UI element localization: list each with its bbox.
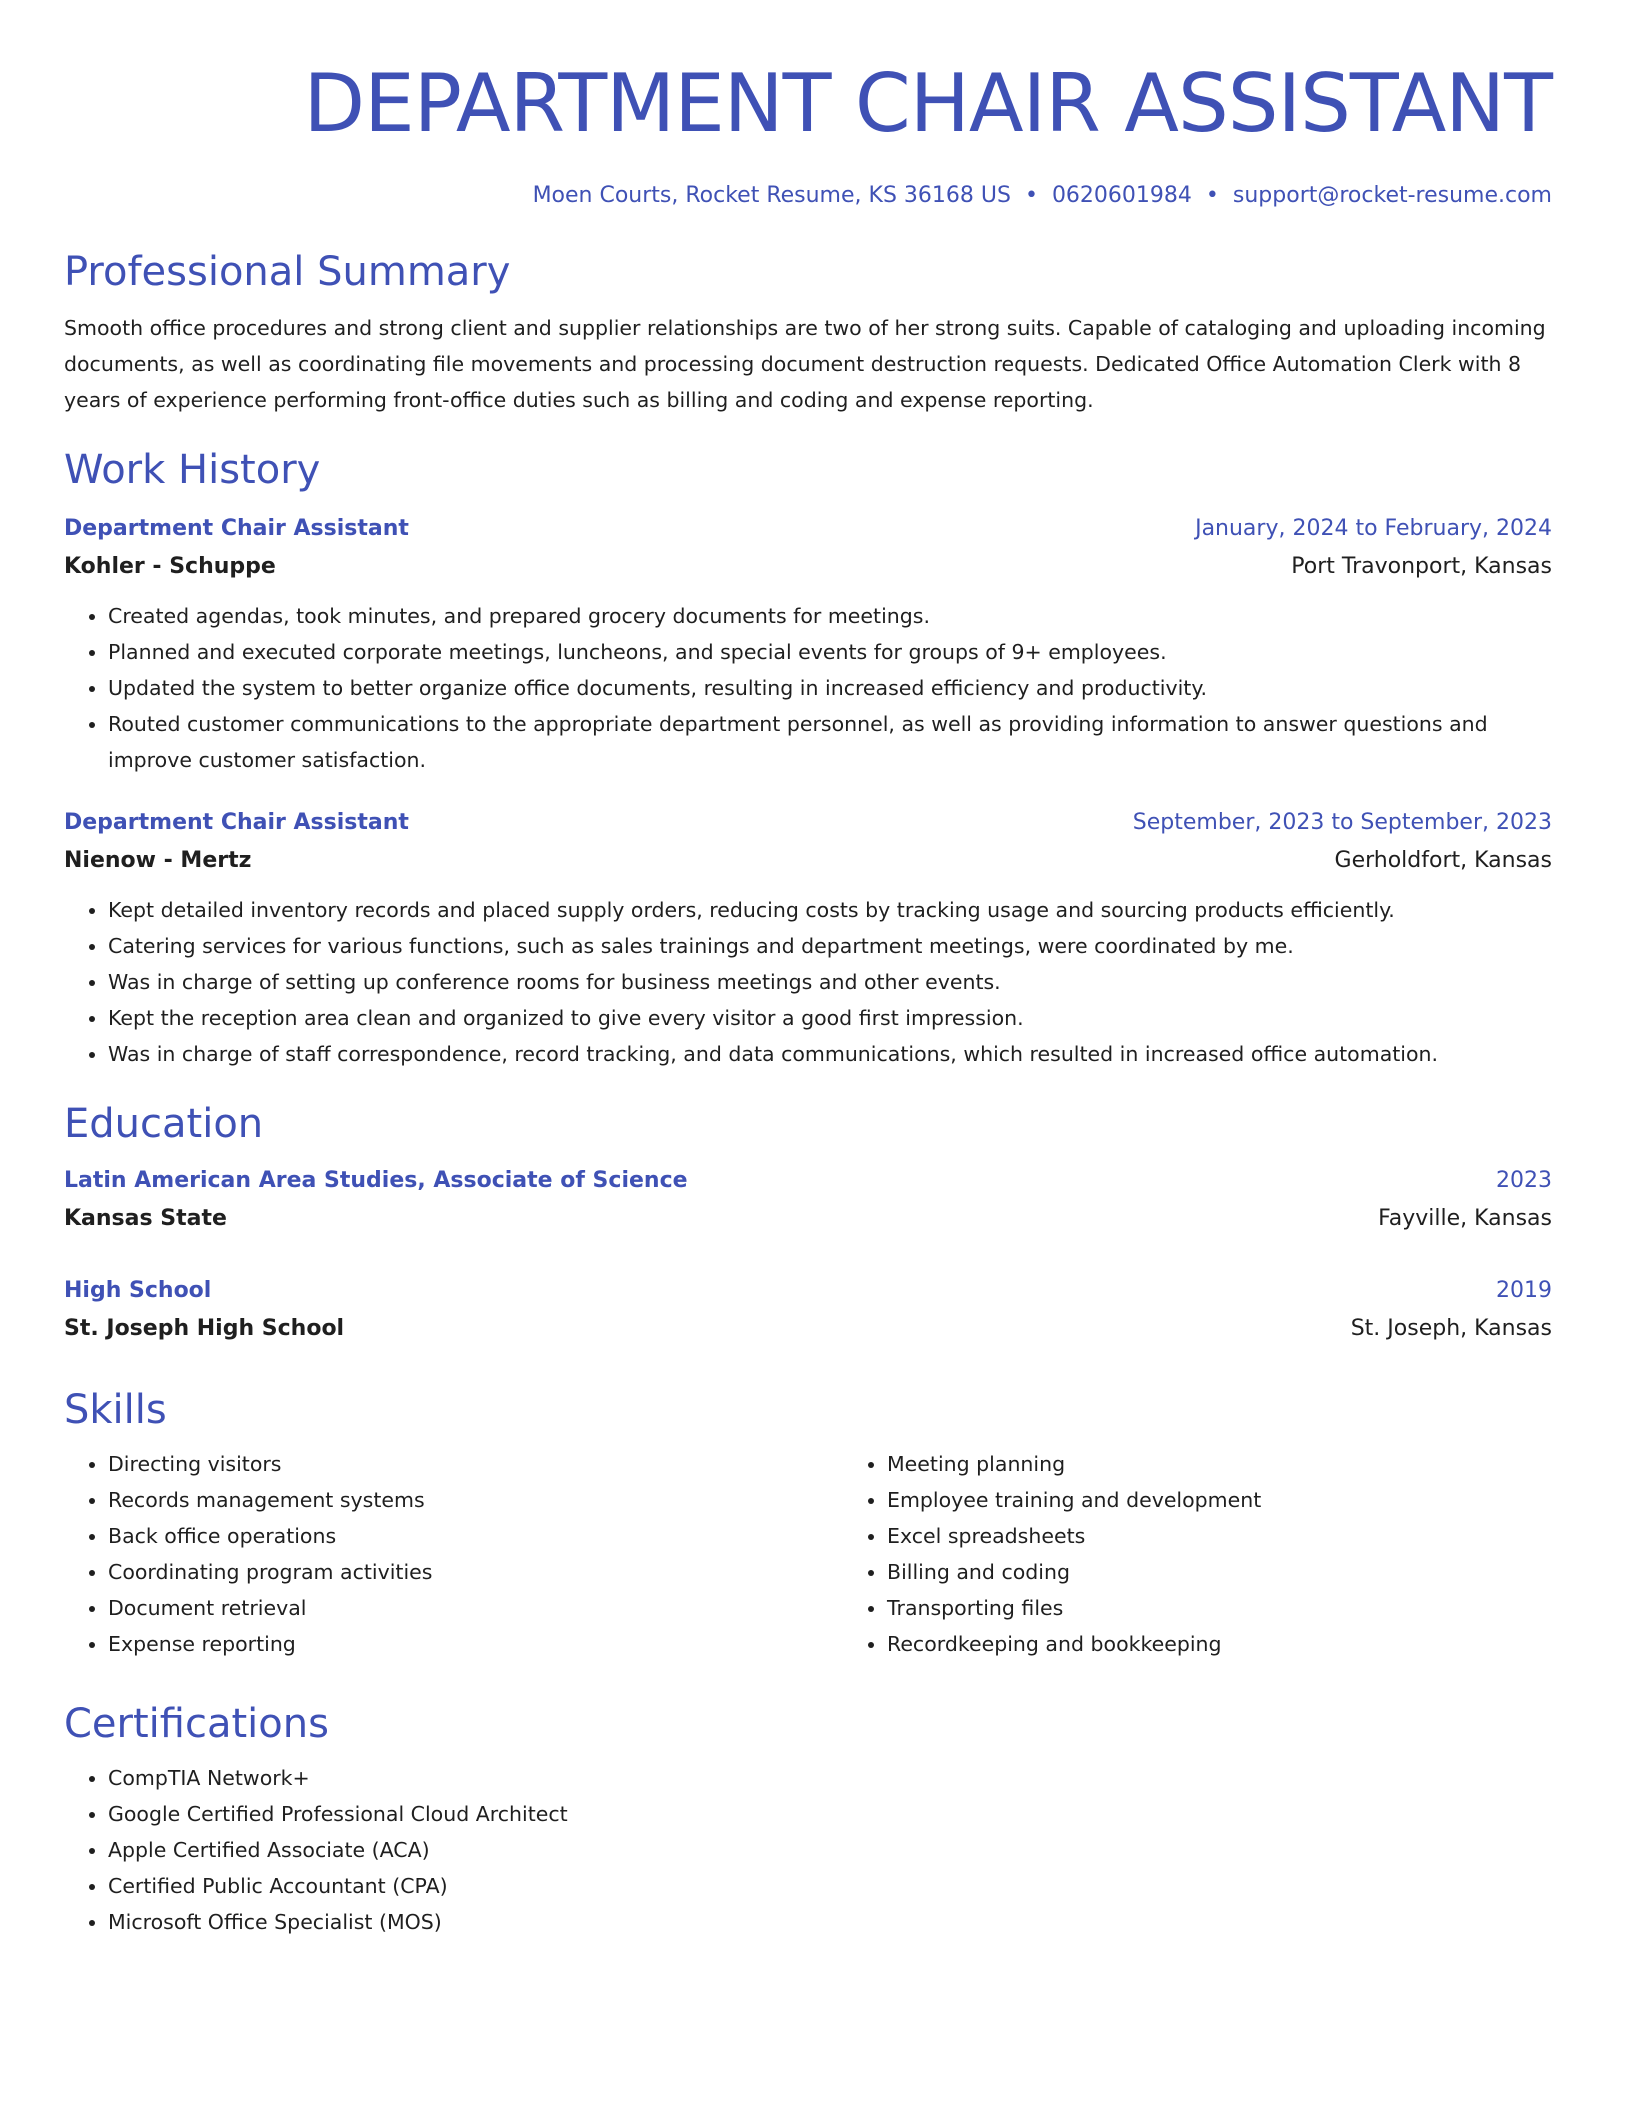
job-location: Port Travonport, Kansas	[1291, 554, 1552, 579]
summary-section	[64, 248, 1552, 418]
education-school-row	[64, 1310, 1552, 1348]
job-bullet: • Catering services for various functions, such as sales trainings and department meetings, were coordinated by me.	[108, 928, 1552, 964]
contact-line	[64, 182, 1552, 210]
job-company-row	[64, 842, 1552, 880]
contact-address: Moen Courts, Rocket Resume, KS 36168 US	[532, 183, 1011, 208]
skill-item: • Back office operations	[108, 1518, 843, 1554]
certification-item: • Apple Certified Associate (ACA)	[108, 1832, 1552, 1868]
education-header-row	[64, 1272, 1552, 1310]
skill-item: • Excel spreadsheets	[887, 1518, 1622, 1554]
certifications-section	[64, 1700, 1552, 1940]
job-bullet: • Kept detailed inventory records and placed supply orders, reducing costs by tracking usage and sourcing products efficiently.	[108, 892, 1552, 928]
job-company-row	[64, 548, 1552, 586]
education-location: Fayville, Kansas	[1378, 1206, 1552, 1231]
job-bullet: • Created agendas, took minutes, and prepared grocery documents for meetings.	[108, 598, 1552, 634]
contact-separator: •	[1205, 183, 1219, 208]
skill-item: • Coordinating program activities	[108, 1554, 843, 1590]
job-title: Department Chair Assistant	[64, 810, 409, 835]
education-entry	[64, 1162, 1552, 1238]
education-year: 2019	[1496, 1278, 1552, 1303]
job-bullets	[64, 892, 1552, 1072]
certification-item: • Google Certified Professional Cloud Architect	[108, 1796, 1552, 1832]
education-school-row	[64, 1200, 1552, 1238]
job-bullet: • Planned and executed corporate meetings, luncheons, and special events for groups of 9+ employees.	[108, 634, 1552, 670]
job-bullet: • Routed customer communications to the appropriate department personnel, as well as providing information to answer questions and improve customer satisfaction.	[108, 706, 1552, 778]
contact-separator: •	[1024, 183, 1038, 208]
summary-heading: Professional Summary	[64, 249, 511, 295]
job-entry	[64, 510, 1552, 778]
skills-list-left	[64, 1446, 843, 1662]
certification-item: • Certified Public Accountant (CPA)	[108, 1868, 1552, 1904]
resume-header	[64, 56, 1552, 210]
skill-item: • Directing visitors	[108, 1446, 843, 1482]
skill-item: • Records management systems	[108, 1482, 843, 1518]
contact-phone: 0620601984	[1051, 183, 1192, 208]
education-section	[64, 1100, 1552, 1348]
job-bullet: • Was in charge of setting up conference rooms for business meetings and other events.	[108, 964, 1552, 1000]
education-degree: High School	[64, 1278, 212, 1303]
job-title: Department Chair Assistant	[64, 516, 409, 541]
education-school: St. Joseph High School	[64, 1316, 345, 1341]
job-company: Nienow - Mertz	[64, 848, 252, 873]
job-header-row	[64, 804, 1552, 842]
skill-item: • Document retrieval	[108, 1590, 843, 1626]
education-heading: Education	[64, 1101, 264, 1147]
certification-item: • CompTIA Network+	[108, 1760, 1552, 1796]
skill-item: • Employee training and development	[887, 1482, 1622, 1518]
job-dates: January, 2024 to February, 2024	[1195, 516, 1552, 541]
skills-heading: Skills	[64, 1387, 167, 1433]
skill-item: • Billing and coding	[887, 1554, 1622, 1590]
education-entry	[64, 1272, 1552, 1348]
summary-text: Smooth office procedures and strong client and supplier relationships are two of her strong suits. Capable of cataloging and uploading incoming documents, as well as coordinating file movements and processing document destruction requests. Dedicated Office Automation Clerk with 8 years of experience performing front-office duties such as billing and coding and expense reporting.	[64, 316, 1546, 412]
job-dates: September, 2023 to September, 2023	[1132, 810, 1552, 835]
certifications-heading: Certifications	[64, 1701, 329, 1747]
job-bullet: • Was in charge of staff correspondence, record tracking, and data communications, which resulted in increased office automation.	[108, 1036, 1552, 1072]
job-header-row	[64, 510, 1552, 548]
skills-list-right	[843, 1446, 1622, 1662]
certifications-list	[64, 1760, 1552, 1940]
education-school: Kansas State	[64, 1206, 227, 1231]
education-location: St. Joseph, Kansas	[1350, 1316, 1552, 1341]
skills-grid	[64, 1446, 1552, 1662]
job-bullet: • Kept the reception area clean and organized to give every visitor a good first impression.	[108, 1000, 1552, 1036]
skill-item: • Meeting planning	[887, 1446, 1622, 1482]
education-year: 2023	[1496, 1168, 1552, 1193]
skill-item: • Expense reporting	[108, 1626, 843, 1662]
contact-email: support@rocket-resume.com	[1232, 183, 1552, 208]
certification-item: • Microsoft Office Specialist (MOS)	[108, 1904, 1552, 1940]
skills-section	[64, 1386, 1552, 1662]
skill-item: • Recordkeeping and bookkeeping	[887, 1626, 1622, 1662]
education-header-row	[64, 1162, 1552, 1200]
resume-page	[64, 56, 1552, 1940]
job-entry	[64, 804, 1552, 1072]
work-heading: Work History	[64, 447, 321, 493]
skill-item: • Transporting files	[887, 1590, 1622, 1626]
job-bullets	[64, 598, 1552, 778]
work-section	[64, 446, 1552, 1072]
candidate-name: DEPARTMENT CHAIR ASSISTANT	[303, 57, 1552, 150]
job-location: Gerholdfort, Kansas	[1334, 848, 1552, 873]
job-bullet: • Updated the system to better organize office documents, resulting in increased efficiency and productivity.	[108, 670, 1552, 706]
education-degree: Latin American Area Studies, Associate of Science	[64, 1168, 688, 1193]
job-company: Kohler - Schuppe	[64, 554, 276, 579]
